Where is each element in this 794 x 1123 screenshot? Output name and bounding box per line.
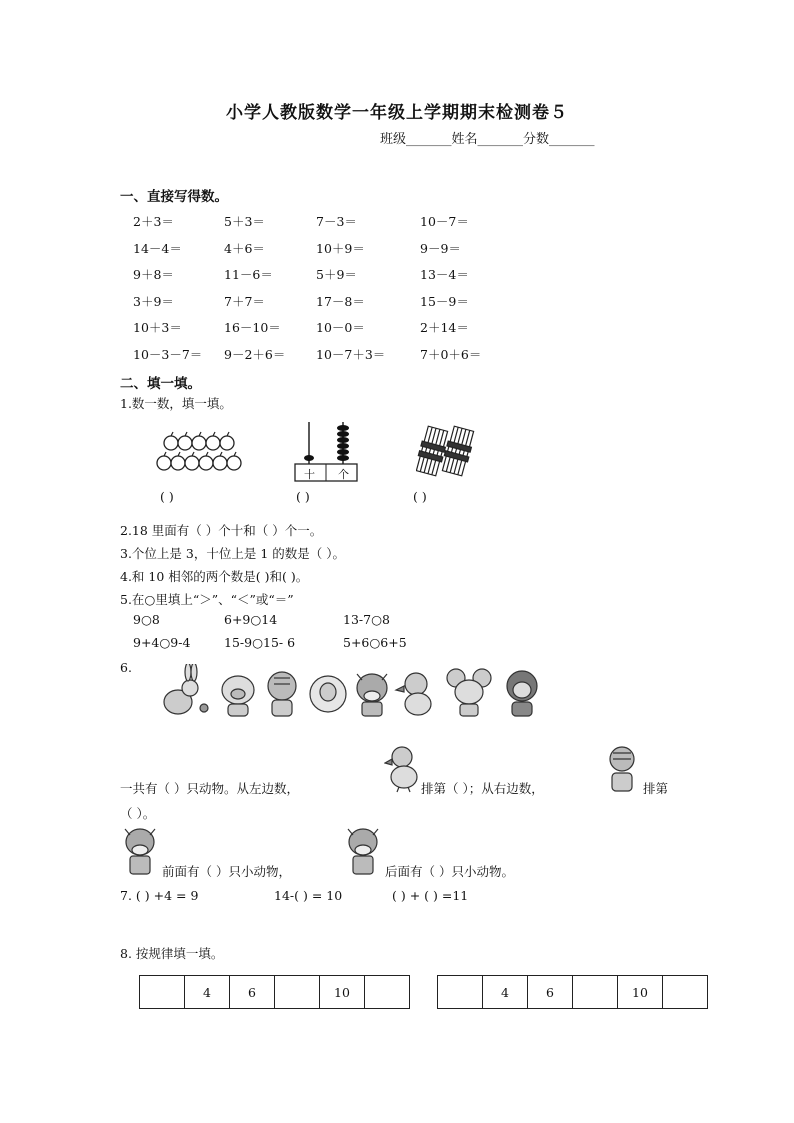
- math-problem: 9－2＋6＝: [224, 347, 286, 362]
- q6-number: 6.: [120, 660, 132, 675]
- cow-icon: [119, 826, 161, 876]
- math-problem: 7＋7＝: [224, 293, 265, 309]
- tiger-icon: [268, 672, 296, 716]
- math-problem: 10－7＝: [420, 214, 469, 229]
- q6-line3-b: 后面有（ ）只小动物。: [385, 864, 514, 879]
- math-problem: 14－4＝: [133, 240, 182, 256]
- stick-bundle-icon: [416, 424, 476, 478]
- q1-blank-apples[interactable]: ( ): [160, 489, 174, 504]
- compare-item: 13-7○8: [343, 612, 390, 627]
- q7-item-2: 14-( ) = 10: [274, 888, 343, 903]
- math-problem: 16－10＝: [224, 320, 281, 336]
- rabbit-icon: [164, 664, 208, 714]
- math-problem: 10－3－7＝: [133, 347, 203, 362]
- q2-text: 2.18 里面有（ ）个十和（ ）个一。: [120, 523, 323, 538]
- sequence-cell[interactable]: [140, 976, 185, 1009]
- sequence-cell: 4: [185, 976, 230, 1009]
- q6-line3-a: 前面有（ ）只小动物，: [162, 864, 291, 879]
- math-problem: 13－4＝: [420, 267, 469, 283]
- math-problem: 15－9＝: [420, 293, 469, 309]
- chick-icon: [384, 745, 420, 793]
- compare-item: 6+9○14: [224, 612, 278, 627]
- sequence-table-1: [139, 975, 410, 1009]
- compare-item: 9+4○9-4: [133, 635, 191, 650]
- q1-blank-abacus[interactable]: ( ): [296, 489, 310, 504]
- q8-text: 8. 按规律填一填。: [120, 946, 224, 961]
- math-problem: 9－9＝: [420, 240, 461, 256]
- sequence-cell[interactable]: [438, 976, 483, 1009]
- math-problem: 4＋6＝: [224, 240, 265, 256]
- math-problem: 10＋9＝: [316, 240, 365, 256]
- q6-line1-c: 排第: [643, 781, 669, 796]
- mouse-icon: [447, 669, 491, 716]
- abacus-icon: [293, 420, 359, 482]
- math-problem: 9＋8＝: [133, 267, 174, 283]
- math-problem: 5＋3＝: [224, 214, 265, 229]
- q5-text: 5.在○里填上“＞”、“＜”或“＝”: [120, 592, 294, 607]
- sequence-cell: 6: [528, 976, 573, 1009]
- q3-text: 3.个位上是 3，十位上是 1 的数是（ ）。: [120, 546, 345, 561]
- math-problem: 11－6＝: [224, 267, 273, 283]
- math-problem: 2＋3＝: [133, 214, 174, 229]
- math-problem: 2＋14＝: [420, 320, 469, 336]
- q7-item-3: ( ) + ( ) =11: [392, 888, 469, 903]
- math-problem: 7－3＝: [316, 214, 357, 229]
- sequence-table-2: [437, 975, 708, 1009]
- math-problem: 3＋9＝: [133, 293, 174, 309]
- sequence-cell[interactable]: [663, 976, 708, 1009]
- section1-heading: 一、直接写得数。: [120, 189, 228, 205]
- pig-icon: [222, 676, 254, 716]
- q6-line1-a: 一共有（ ）只动物。从左边数，: [120, 781, 299, 796]
- cow-icon: [342, 826, 384, 876]
- student-info-line: 班级_______姓名_______分数_______: [380, 132, 595, 147]
- math-problem: 10＋3＝: [133, 320, 182, 336]
- sequence-cell: 6: [230, 976, 275, 1009]
- sequence-cell: 10: [618, 976, 663, 1009]
- q6-line1-b: 排第（ ）；从右边数，: [421, 781, 544, 796]
- apple-icon: [155, 430, 245, 476]
- q1-blank-sticks[interactable]: ( ): [413, 489, 427, 504]
- monkey-icon: [507, 671, 537, 716]
- sequence-cell: 10: [320, 976, 365, 1009]
- q7-item-1: 7. ( ) +4 = 9: [120, 888, 199, 903]
- math-problem: 17－8＝: [316, 293, 365, 309]
- math-problem: 7＋0＋6＝: [420, 347, 482, 362]
- math-problem: 5＋9＝: [316, 267, 357, 283]
- page-title: 小学人教版数学一年级上学期期末检测卷５: [226, 103, 568, 123]
- q4-text: 4.和 10 相邻的两个数是( )和( )。: [120, 569, 309, 584]
- tiger-icon: [604, 745, 640, 793]
- chick-icon: [396, 673, 431, 715]
- sequence-cell: 4: [483, 976, 528, 1009]
- compare-item: 9○8: [133, 612, 160, 627]
- sequence-cell[interactable]: [573, 976, 618, 1009]
- section2-heading: 二、填一填。: [120, 376, 201, 392]
- animal-row: [160, 664, 560, 720]
- abacus-tens-label: 十: [304, 468, 315, 481]
- sequence-cell[interactable]: [275, 976, 320, 1009]
- q6-line2: （ ）。: [120, 806, 156, 821]
- abacus-ones-label: 个: [338, 468, 349, 481]
- compare-item: 15-9○15- 6: [224, 635, 296, 650]
- cow-icon: [357, 674, 387, 716]
- compare-item: 5+6○6+5: [343, 635, 407, 650]
- sheep-icon: [310, 676, 346, 712]
- sequence-cell[interactable]: [365, 976, 410, 1009]
- q1-text: 1.数一数，填一填。: [120, 396, 232, 411]
- math-problem: 10－0＝: [316, 320, 365, 336]
- math-problem: 10－7＋3＝: [316, 347, 386, 362]
